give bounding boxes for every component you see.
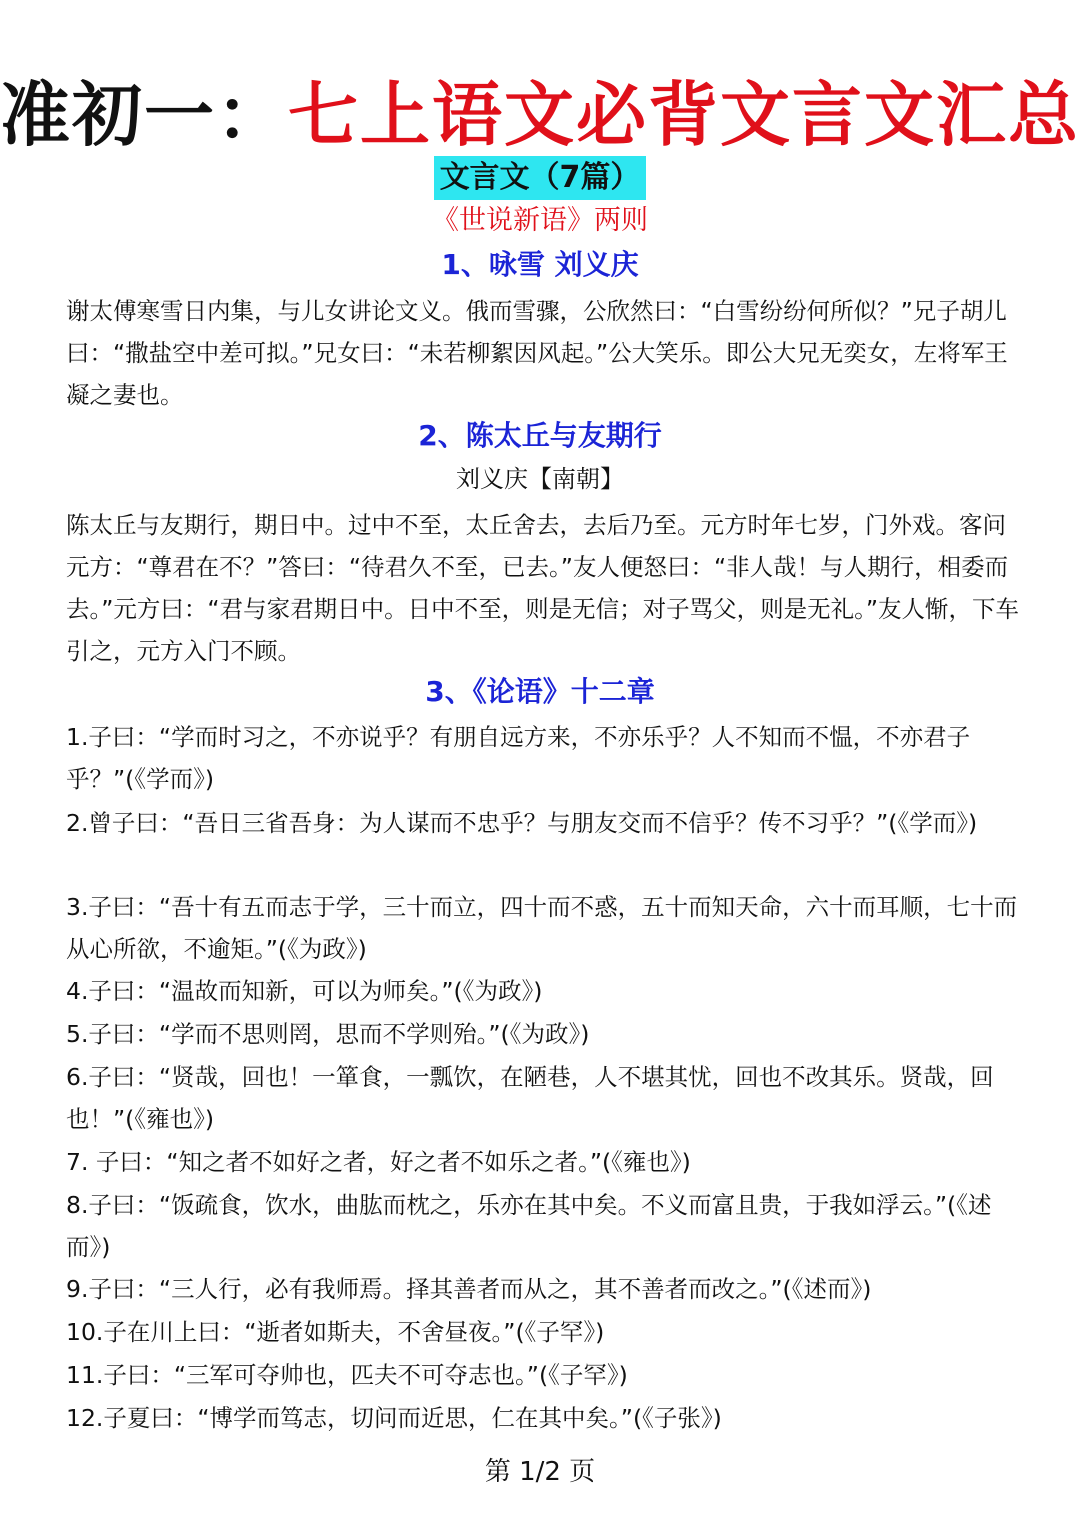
section-heading-1: 1、咏雪 刘义庆	[441, 248, 639, 281]
analects-item: 3.子曰：“吾十有五而志于学，三十而立，四十而不惑，五十而知天命，六十而耳顺，七十而从心所欲，不逾矩。”(《为政》)	[66, 893, 1018, 963]
analects-item: 7. 子曰：“知之者不如好之者，好之者不如乐之者。”(《雍也》)	[66, 1148, 691, 1176]
book-title: 《世说新语》两则	[432, 205, 648, 236]
analects-item: 5.子曰：“学而不思则罔，思而不学则殆。”(《为政》)	[66, 1020, 590, 1048]
section-heading-3: 3、《论语》十二章	[425, 675, 655, 708]
analects-item: 9.子曰：“三人行，必有我师焉。择其善者而从之，其不善者而改之。”(《述而》)	[66, 1275, 872, 1303]
analects-item: 8.子曰：“饭疏食，饮水，曲肱而枕之，乐亦在其中矣。不义而富且贵，于我如浮云。”(《述而》)	[66, 1191, 992, 1261]
page-title	[0, 70, 1080, 160]
analects-item: 4.子曰：“温故而知新，可以为师矣。”(《为政》)	[66, 977, 543, 1005]
section-2-paragraph: 陈太丘与友期行，期日中。过中不至，太丘舍去，去后乃至。元方时年七岁，门外戏。客问元方：“尊君在不？”答曰：“待君久不至，已去。”友人便怒曰：“非人哉！与人期行，相委而去。”元方曰：“君与家君期日中。日中不至，则是无信；对子骂父，则是无礼。”友人惭，下车引之，元方入门不顾。	[66, 511, 1020, 665]
analects-item: 10.子在川上曰：“逝者如斯夫，不舍昼夜。”(《子罕》)	[66, 1318, 605, 1346]
analects-item: 2.曾子曰：“吾日三省吾身：为人谋而不忠乎？与朋友交而不信乎？传不习乎？”(《学而》)	[66, 809, 978, 837]
analects-item: 1.子曰：“学而时习之，不亦说乎？有朋自远方来，不亦乐乎？人不知而不愠，不亦君子乎？”(《学而》)	[66, 723, 971, 793]
title-prefix: 准初一：	[0, 74, 288, 156]
section-2-author: 刘义庆【南朝】	[456, 465, 624, 493]
analects-item: 12.子夏曰：“博学而笃志，切问而近思，仁在其中矣。”(《子张》)	[66, 1404, 722, 1432]
title-main: 七上语文必背文言文汇总	[288, 74, 1080, 156]
analects-item: 11.子曰：“三军可夺帅也，匹夫不可夺志也。”(《子罕》)	[66, 1361, 628, 1389]
page-number: 第 1/2 页	[484, 1457, 596, 1487]
subtitle-wrap	[0, 156, 1080, 200]
section-heading-2: 2、陈太丘与友期行	[418, 419, 662, 452]
subtitle-highlight: 文言文（7篇）	[434, 156, 647, 200]
section-1-paragraph: 谢太傅寒雪日内集，与儿女讲论文义。俄而雪骤，公欣然曰：“白雪纷纷何所似？”兄子胡儿曰：“撒盐空中差可拟。”兄女曰：“未若柳絮因风起。”公大笑乐。即公大兄无奕女，左将军王凝之妻也。	[66, 297, 1008, 409]
analects-item: 6.子曰：“贤哉，回也！一箪食，一瓢饮，在陋巷，人不堪其忧，回也不改其乐。贤哉，回也！”(《雍也》)	[66, 1063, 994, 1133]
